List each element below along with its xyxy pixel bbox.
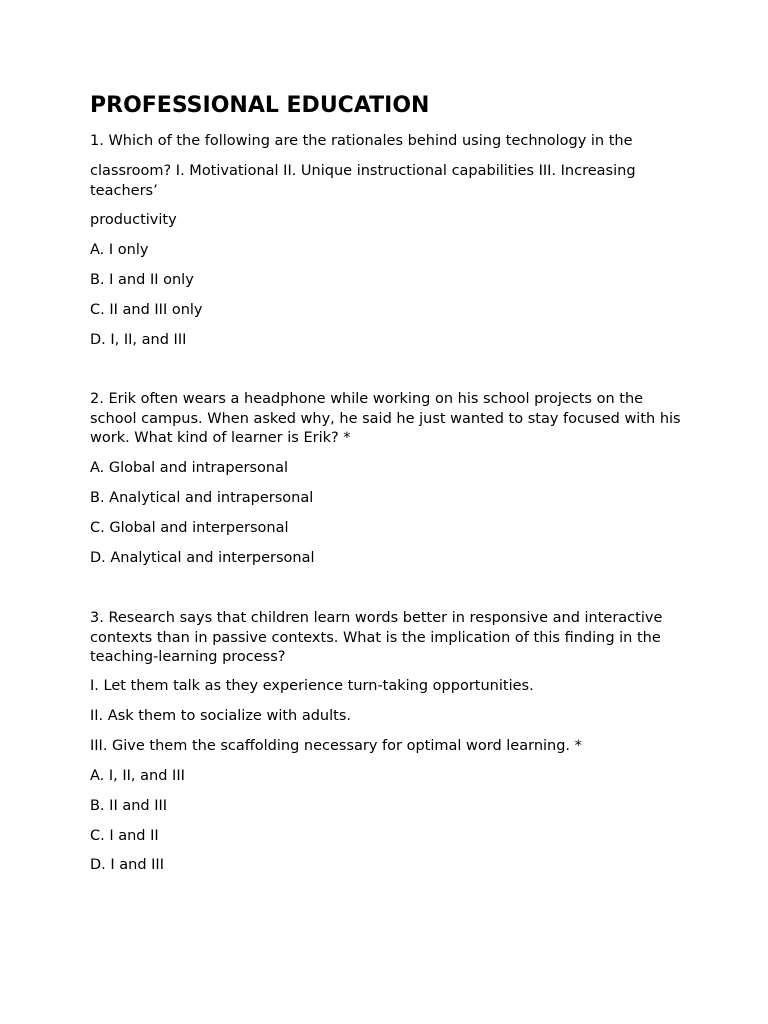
question-1-option-a: A. I only <box>90 242 149 258</box>
question-3-statement-3: III. Give them the scaffolding necessary for optimal word learning. * <box>90 738 582 754</box>
question-2-option-c: C. Global and interpersonal <box>90 520 289 536</box>
question-1-text-line-2: classroom? I. Motivational II. Unique instructional capabilities III. Increasing teachers’ <box>90 163 636 199</box>
question-2-option-d: D. Analytical and interpersonal <box>90 550 315 566</box>
document-title: PROFESSIONAL EDUCATION <box>90 93 430 118</box>
question-3-statement-1: I. Let them talk as they experience turn-taking opportunities. <box>90 678 534 694</box>
question-3-option-d: D. I and III <box>90 857 164 873</box>
question-2-text: 2. Erik often wears a headphone while working on his school projects on the school campus. When asked why, he said he just wanted to stay focused with his work. What kind of learner is Erik? * <box>90 391 681 446</box>
question-1-text-line-1: 1. Which of the following are the rationales behind using technology in the <box>90 133 633 149</box>
question-3-option-a: A. I, II, and III <box>90 768 185 784</box>
question-2-option-a: A. Global and intrapersonal <box>90 460 289 476</box>
question-2-option-b: B. Analytical and intrapersonal <box>90 490 314 506</box>
question-1-text-line-3: productivity <box>90 212 177 228</box>
question-3-text: 3. Research says that children learn words better in responsive and interactive contexts than in passive contexts. What is the implication of this finding in the teaching-learning process? <box>90 610 663 665</box>
question-1-option-c: C. II and III only <box>90 302 203 318</box>
question-3-option-c: C. I and II <box>90 828 159 844</box>
question-1-option-b: B. I and II only <box>90 272 194 288</box>
question-3-statement-2: II. Ask them to socialize with adults. <box>90 708 351 724</box>
question-1-option-d: D. I, II, and III <box>90 332 187 348</box>
question-3-option-b: B. II and III <box>90 798 168 814</box>
